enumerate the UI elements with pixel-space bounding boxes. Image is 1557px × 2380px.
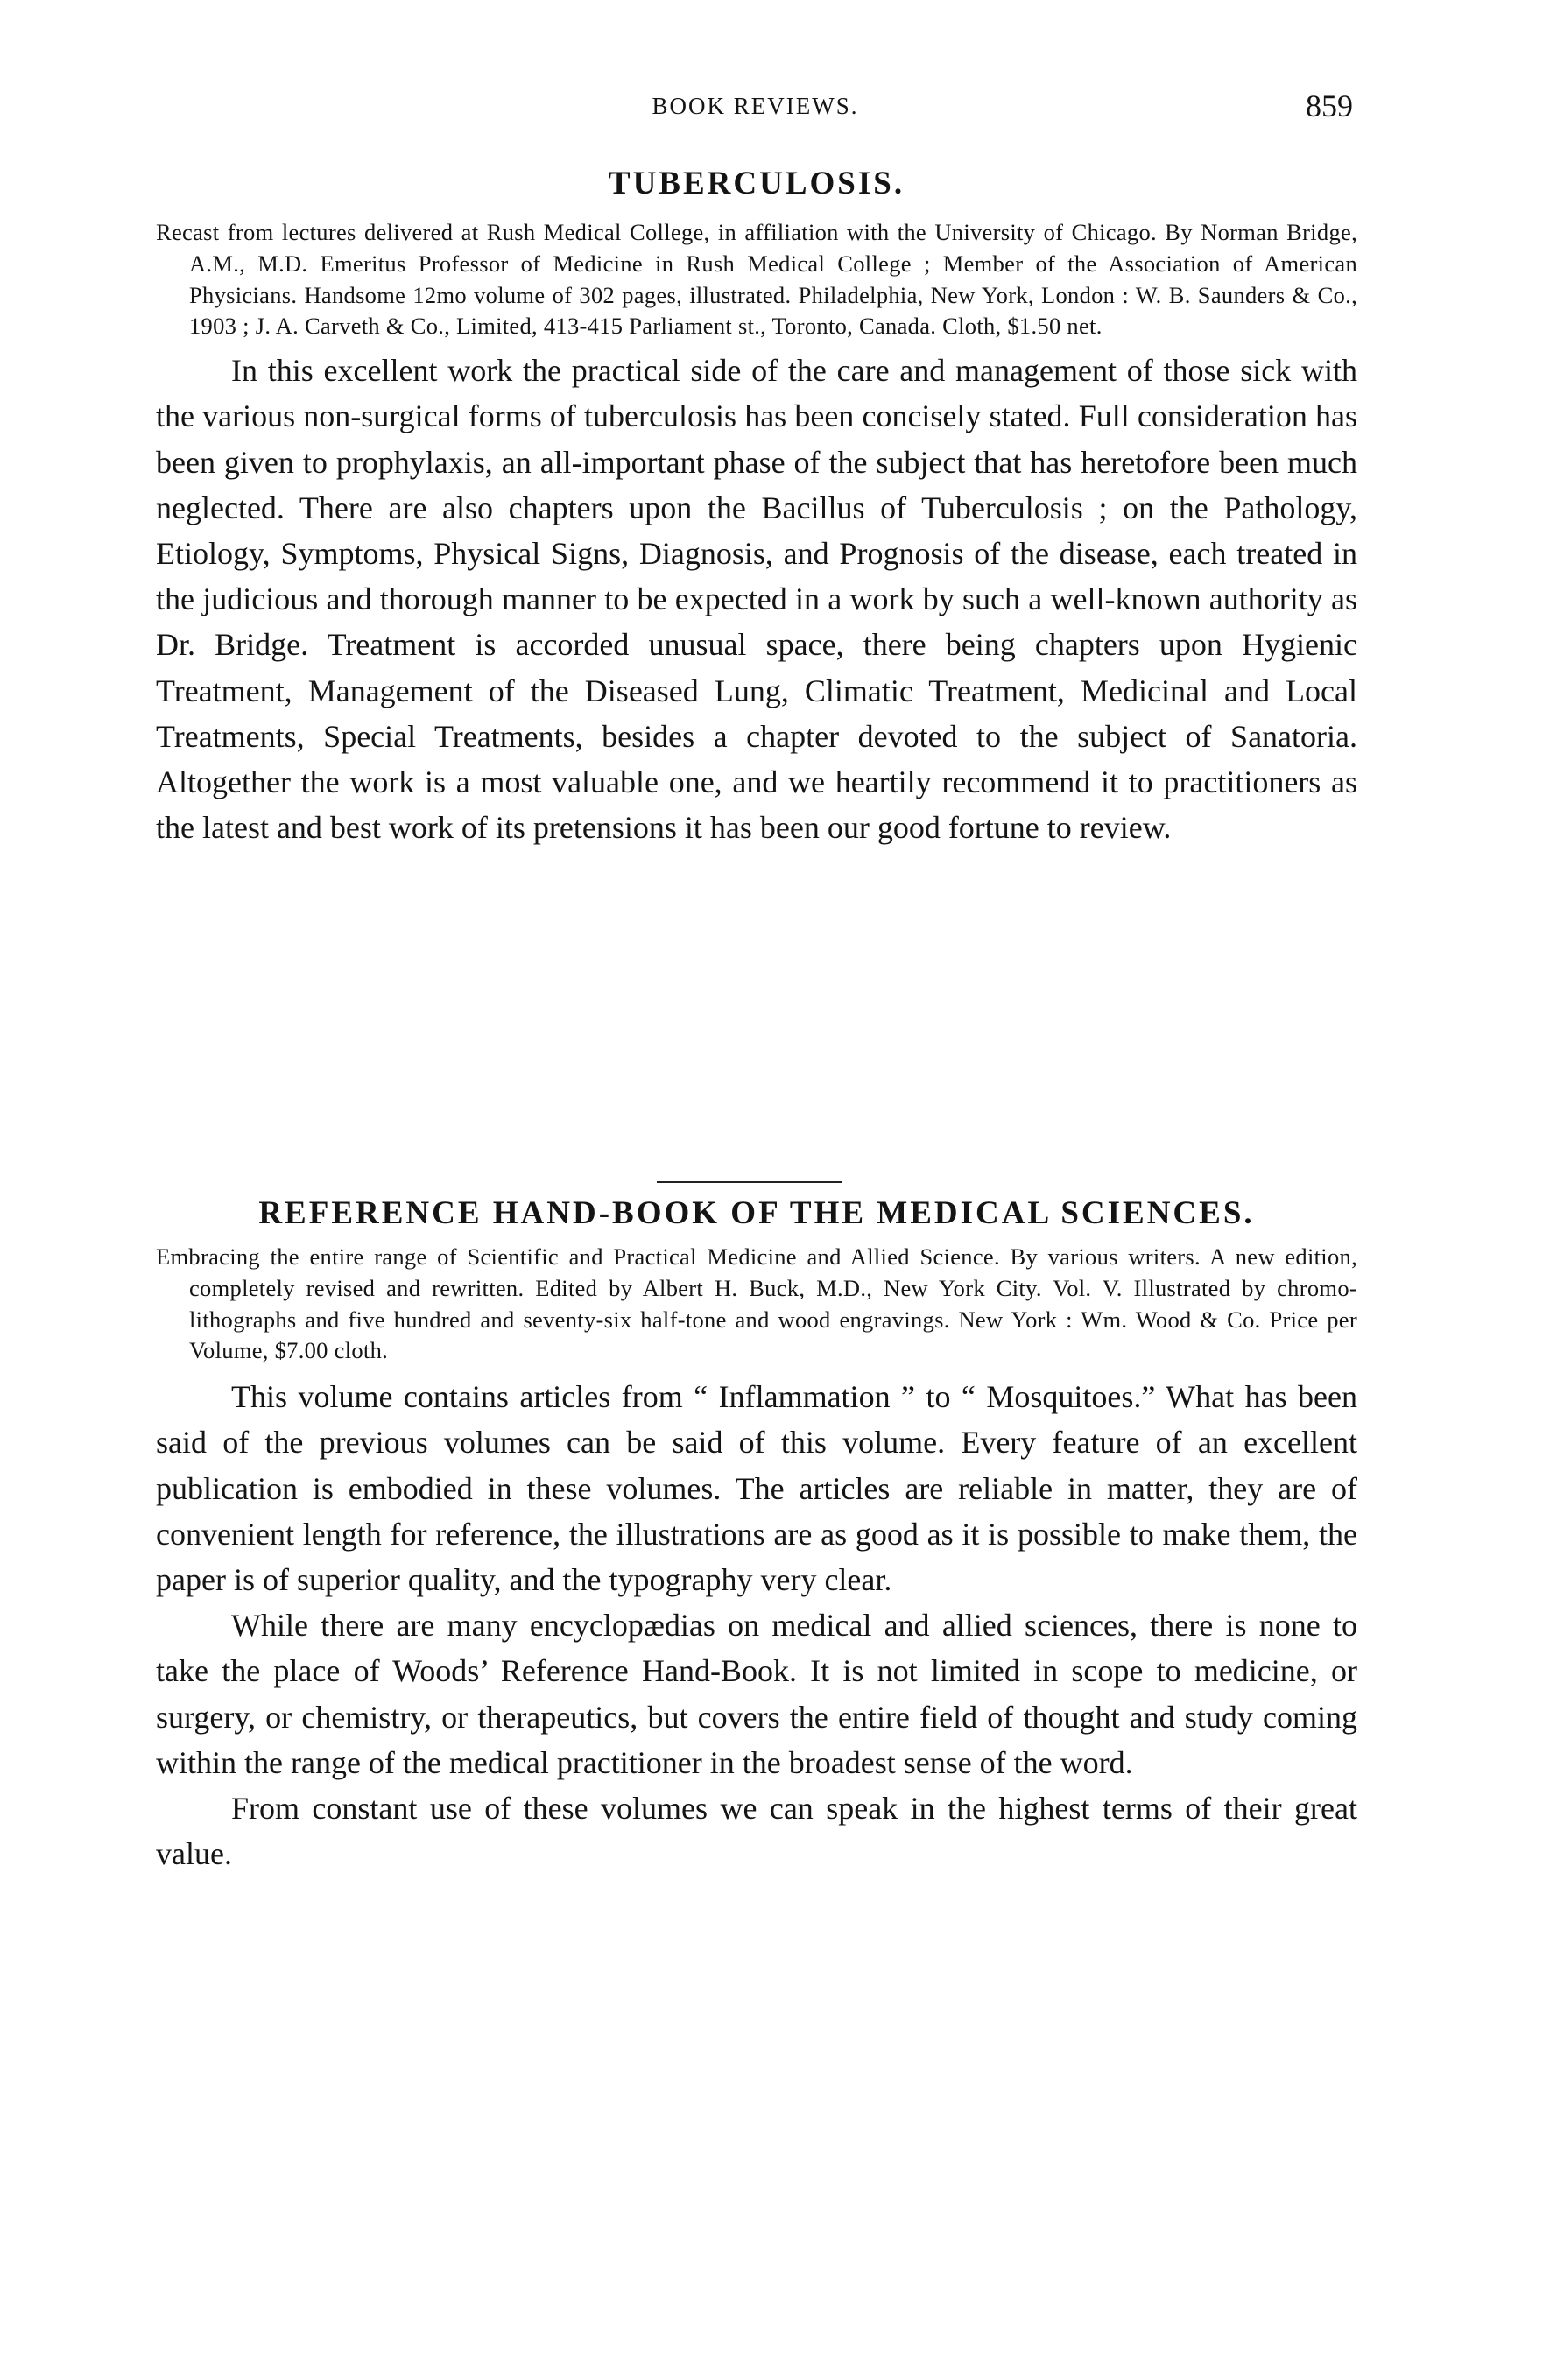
running-title: BOOK REVIEWS. <box>652 93 859 119</box>
review-reference-handbook <box>156 1194 1357 1877</box>
review-paragraph: In this excellent work the practical side of the care and management of those sick with the various non-surgical forms of tuberculosis has been concisely stated. Full consideration has been given to prophylaxis, an all-important phase of the subject that has heretofore been much neglected. There are also chapters upon the Bacillus of Tuberculosis ; on the Pathology, Etiology, Symptoms, Physical Signs, Diagnosis, and Prognosis of the disease, each treated in the judicious and thorough manner to be expected in a work by such a well-known authority as Dr. Bridge. Treatment is accorded unusual space, there being chapters upon Hygienic Treatment, Management of the Diseased Lung, Climatic Treatment, Medicinal and Local Treatments, Special Treatments, besides a chapter devoted to the subject of Sanatoria. Altogether the work is a most valuable one, and we heartily recommend it to practitioners as the latest and best work of its pretensions it has been our good fortune to review. <box>156 353 1357 846</box>
review-paragraph: While there are many encyclopædias on medical and allied sciences, there is none to take the place of Woods’ Reference Hand-Book. It is not limited in scope to medicine, or surgery, or chemistry, or therapeutics, but covers the entire field of thought and study coming within the range of the medical practitioner in the broadest sense of the word. <box>156 1608 1357 1780</box>
review-paragraph: This volume contains articles from “ Inflammation ” to “ Mosquitoes.” What has been said of the previous volumes can be said of this volume. Every feature of an excellent publication is embodied in these volumes. The articles are reliable in matter, they are of convenient length for reference, the illustrations are as good as it is possible to make them, the paper is of superior quality, and the typography very clear. <box>156 1379 1357 1597</box>
page-number: 859 <box>1306 88 1353 123</box>
running-head <box>158 88 1353 131</box>
review-paragraph: From constant use of these volumes we can speak in the highest terms of their great value. <box>156 1791 1357 1872</box>
review-citation: Recast from lectures delivered at Rush Medical College, in affiliation with the University of Chicago. By Norman Bridge, A.M., M.D. Emeritus Professor of Medicine in Rush Medical College ; Member of the Association of American Physicians. Handsome 12mo volume of 302 pages, illustrated. Philadelphia, New York, London : W. B. Saunders & Co., 1903 ; J. A. Carveth & Co., Limited, 413-415 Parliament st., Toronto, Canada. Cloth, $1.50 net. <box>156 219 1357 340</box>
review-title: REFERENCE HAND-BOOK OF THE MEDICAL SCIENCES. <box>258 1195 1255 1231</box>
review-tuberculosis <box>156 165 1357 850</box>
section-divider <box>657 1181 842 1183</box>
review-title: TUBERCULOSIS. <box>608 165 905 201</box>
review-citation: Embracing the entire range of Scientific and Practical Medicine and Allied Science. By various writers. A new edition, completely revised and rewritten. Edited by Albert H. Buck, M.D., New York City. Vol. V. Illustrated by chromo-lithographs and five hundred and seventy-six half-tone and wood engravings. New York : Wm. Wood & Co. Price per Volume, $7.00 cloth. <box>156 1243 1357 1364</box>
